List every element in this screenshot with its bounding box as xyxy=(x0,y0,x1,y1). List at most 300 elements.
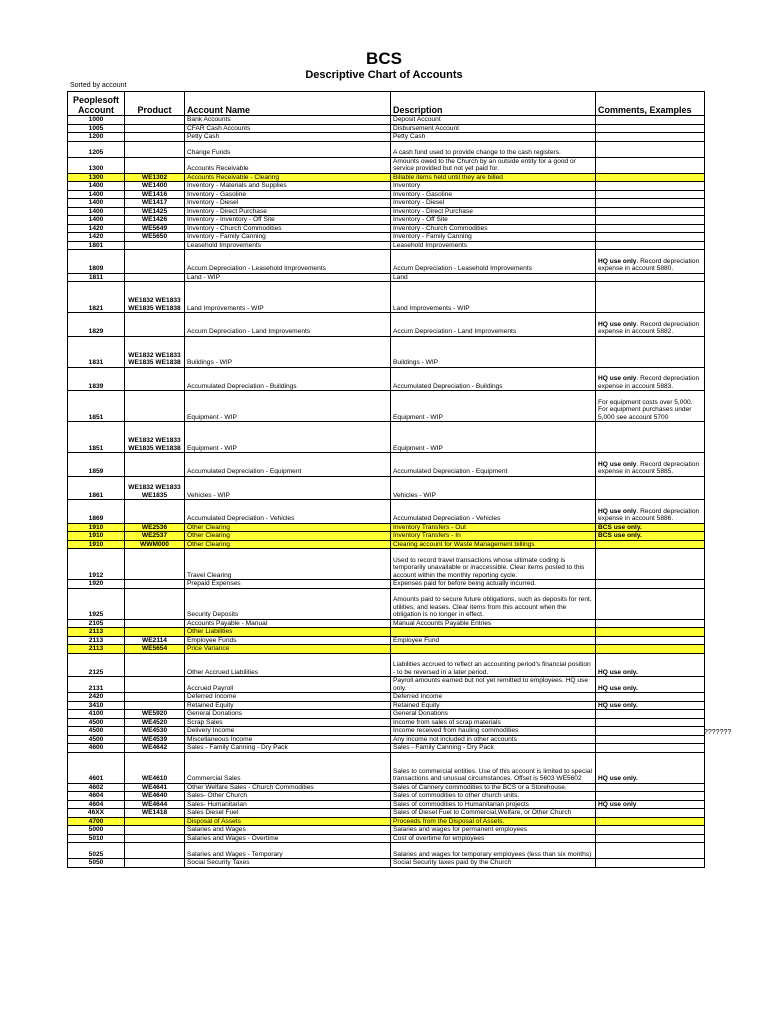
account-cell: 1205 xyxy=(68,141,125,157)
comments-cell xyxy=(596,744,705,753)
table-row xyxy=(68,523,705,532)
comments-cell xyxy=(596,182,705,191)
comments-cell xyxy=(596,173,705,182)
account-cell: 3410 xyxy=(68,701,125,710)
comments-cell xyxy=(596,141,705,157)
product-cell xyxy=(125,453,185,477)
account-name-cell: Security Deposits xyxy=(185,588,391,619)
account-name-cell: Equipment - WIP xyxy=(185,422,391,453)
product-cell xyxy=(125,313,185,337)
product-cell xyxy=(125,367,185,391)
comments-cell xyxy=(596,216,705,225)
table-row xyxy=(68,422,705,453)
table-row xyxy=(68,216,705,225)
account-cell: 1400 xyxy=(68,207,125,216)
chart-of-accounts-table xyxy=(67,91,705,868)
product-cell xyxy=(125,391,185,422)
account-name-cell: Salaries and Wages - Temporary xyxy=(185,843,391,859)
table-row xyxy=(68,173,705,182)
account-name-cell: Accumulated Depreciation - Vehicles xyxy=(185,500,391,524)
product-cell xyxy=(125,580,185,589)
table-row xyxy=(68,645,705,654)
account-name-cell: Buildings - WIP xyxy=(185,336,391,367)
product-cell: WE4530 xyxy=(125,727,185,736)
comments-cell xyxy=(596,500,705,524)
product-cell xyxy=(125,628,185,637)
description-cell: Used to record travel transactions whose ultimate coding is temporarily unavailable or inaccessible. Clear items posted to this account within the monthly reporting cycle. xyxy=(391,549,596,580)
product-cell: WE2537 xyxy=(125,532,185,541)
page-subtitle: Descriptive Chart of Accounts xyxy=(305,69,463,81)
comments-emphasis: BCS use only. xyxy=(598,523,642,531)
description-cell: Income from sales of scrap materials xyxy=(391,718,596,727)
account-cell: 1829 xyxy=(68,313,125,337)
description-cell: Sales to commercial entities. Use of this account is limited to special transactions and unusual circumstances. Offset is 5603 WE5602 xyxy=(391,752,596,783)
account-cell: 5000 xyxy=(68,826,125,835)
product-cell: WE4640 xyxy=(125,792,185,801)
product-cell xyxy=(125,588,185,619)
product-cell: WE1426 xyxy=(125,216,185,225)
account-cell: 1910 xyxy=(68,532,125,541)
product-cell: WE1425 xyxy=(125,207,185,216)
table-row xyxy=(68,859,705,868)
account-name-cell: CFAR Cash Accounts xyxy=(185,124,391,133)
description-cell: Inventory Transfers - In xyxy=(391,532,596,541)
table-row xyxy=(68,800,705,809)
account-name-cell: Deferred Income xyxy=(185,693,391,702)
table-header-row xyxy=(68,92,705,116)
account-name-cell: Bank Accounts xyxy=(185,116,391,125)
comments-cell xyxy=(596,783,705,792)
description-cell: Sales - Family Canning - Dry Pack xyxy=(391,744,596,753)
description-cell: Proceeds from the Disposal of Assets. xyxy=(391,817,596,826)
account-cell: 1420 xyxy=(68,224,125,233)
account-name-cell: Other Accrued Liabilities xyxy=(185,653,391,677)
description-cell: Sales of commodities to Humanitarian projects xyxy=(391,800,596,809)
comments-cell xyxy=(596,588,705,619)
account-cell: 5050 xyxy=(68,859,125,868)
comments-cell xyxy=(596,313,705,337)
product-cell: WE1832 WE1833 WE1835 WE1838 xyxy=(125,336,185,367)
description-cell: Inventory Transfers - Out xyxy=(391,523,596,532)
table-row xyxy=(68,843,705,859)
account-cell: 4602 xyxy=(68,783,125,792)
comments-cell xyxy=(596,653,705,677)
account-cell: 1801 xyxy=(68,241,125,250)
comments-cell xyxy=(596,800,705,809)
comments-cell xyxy=(596,190,705,199)
account-name-cell: Accrued Payroll xyxy=(185,677,391,693)
table-row xyxy=(68,367,705,391)
account-name-cell: Salaries and Wages xyxy=(185,826,391,835)
comments-cell xyxy=(596,826,705,835)
table-row xyxy=(68,453,705,477)
description-cell: Petty Cash xyxy=(391,133,596,142)
comments-cell xyxy=(596,718,705,727)
description-cell xyxy=(391,645,596,654)
product-cell xyxy=(125,677,185,693)
product-cell: WE1418 xyxy=(125,809,185,818)
comments-cell xyxy=(596,792,705,801)
account-name-cell: Inventory - Materials and Supplies xyxy=(185,182,391,191)
description-cell: Inventory - Direct Purchase xyxy=(391,207,596,216)
account-cell: 4100 xyxy=(68,710,125,719)
comments-emphasis: HQ use only. xyxy=(598,668,638,676)
account-name-cell: Sales Diesel Fuel xyxy=(185,809,391,818)
table-row xyxy=(68,233,705,242)
table-row xyxy=(68,809,705,818)
comments-cell xyxy=(596,834,705,843)
table-body xyxy=(68,116,705,868)
comments-cell xyxy=(596,752,705,783)
description-cell: Deferred Income xyxy=(391,693,596,702)
description-cell: Accumulated Depreciation - Vehicles xyxy=(391,500,596,524)
comments-cell xyxy=(596,336,705,367)
table-row xyxy=(68,241,705,250)
comments-emphasis: HQ use only. xyxy=(598,701,638,709)
account-name-cell: General Donations xyxy=(185,710,391,719)
table-row xyxy=(68,116,705,125)
account-cell: 1005 xyxy=(68,124,125,133)
table-row xyxy=(68,693,705,702)
account-name-cell: Accounts Receivable - Clearing xyxy=(185,173,391,182)
account-name-cell: Petty Cash xyxy=(185,133,391,142)
account-name-cell: Salaries and Wages - Overtime xyxy=(185,834,391,843)
description-cell: Disbursement Account xyxy=(391,124,596,133)
account-cell: 1420 xyxy=(68,233,125,242)
product-cell xyxy=(125,619,185,628)
comments-cell xyxy=(596,628,705,637)
product-cell: WE4539 xyxy=(125,735,185,744)
column-header-description: Description xyxy=(391,92,596,116)
account-cell: 1912 xyxy=(68,549,125,580)
description-cell: Salaries and wages for permanent employees xyxy=(391,826,596,835)
account-cell: 1831 xyxy=(68,336,125,367)
comments-cell xyxy=(596,422,705,453)
comments-cell xyxy=(596,124,705,133)
account-name-cell: Other Welfare Sales - Church Commodities xyxy=(185,783,391,792)
description-cell: Inventory xyxy=(391,182,596,191)
account-cell: 1811 xyxy=(68,273,125,282)
description-cell: Expenses paid for before being actually incurred. xyxy=(391,580,596,589)
product-cell: WE4610 xyxy=(125,752,185,783)
account-cell: 4604 xyxy=(68,792,125,801)
product-cell: WE4641 xyxy=(125,783,185,792)
account-name-cell: Inventory - Inventory - Off Site xyxy=(185,216,391,225)
comments-cell xyxy=(596,233,705,242)
account-name-cell: Land Improvements - WIP xyxy=(185,282,391,313)
account-name-cell: Price Variance xyxy=(185,645,391,654)
account-cell: 2113 xyxy=(68,628,125,637)
side-note: ??????? xyxy=(704,729,732,736)
table-row xyxy=(68,628,705,637)
comments-cell xyxy=(596,843,705,859)
comments-text: . Record depreciation expense in account 5882. xyxy=(598,320,700,335)
account-name-cell: Accounts Payable - Manual xyxy=(185,619,391,628)
account-cell: 4500 xyxy=(68,727,125,736)
column-header-comments: Comments, Examples xyxy=(596,92,705,116)
comments-cell xyxy=(596,391,705,422)
account-name-cell: Sales- Other Church xyxy=(185,792,391,801)
account-name-cell: Vehicles - WIP xyxy=(185,476,391,500)
account-name-cell: Inventory - Church Commodities xyxy=(185,224,391,233)
account-name-cell: Land - WIP xyxy=(185,273,391,282)
description-cell: Equipment - WIP xyxy=(391,391,596,422)
table-row xyxy=(68,282,705,313)
account-name-cell: Equipment - WIP xyxy=(185,391,391,422)
product-cell: WE1832 WE1833 WE1835 WE1838 xyxy=(125,422,185,453)
product-cell xyxy=(125,141,185,157)
description-cell: Equipment - WIP xyxy=(391,422,596,453)
table-row xyxy=(68,752,705,783)
account-name-cell: Employee Funds xyxy=(185,636,391,645)
comments-cell xyxy=(596,532,705,541)
comments-cell xyxy=(596,157,705,173)
comments-cell xyxy=(596,817,705,826)
product-cell: WE2536 xyxy=(125,523,185,532)
product-cell: WE1832 WE1833 WE1835 xyxy=(125,476,185,500)
description-cell: Liabilities accrued to reflect an accounting period's financial position - to be reversed in a later period. xyxy=(391,653,596,677)
comments-cell xyxy=(596,693,705,702)
comments-emphasis: BCS use only. xyxy=(598,532,642,539)
product-cell xyxy=(125,124,185,133)
account-name-cell: Commercial Sales xyxy=(185,752,391,783)
account-cell: 2420 xyxy=(68,693,125,702)
comments-emphasis: HQ use only xyxy=(598,257,637,265)
account-cell: 1400 xyxy=(68,216,125,225)
account-name-cell: Leasehold Improvements xyxy=(185,241,391,250)
product-cell xyxy=(125,843,185,859)
comments-text: . Record depreciation expense in account 5880. xyxy=(598,257,700,272)
account-cell: 1809 xyxy=(68,250,125,274)
description-cell: Employee Fund xyxy=(391,636,596,645)
table-row xyxy=(68,190,705,199)
table-row xyxy=(68,313,705,337)
product-cell: WE2114 xyxy=(125,636,185,645)
comments-cell xyxy=(596,809,705,818)
product-cell xyxy=(125,817,185,826)
account-cell: 2113 xyxy=(68,645,125,654)
account-cell: 1910 xyxy=(68,523,125,532)
description-cell: General Donations xyxy=(391,710,596,719)
table-row xyxy=(68,273,705,282)
account-name-cell: Accumulated Depreciation - Equipment xyxy=(185,453,391,477)
account-cell: 1910 xyxy=(68,540,125,549)
description-cell: Retained Equity xyxy=(391,701,596,710)
comments-cell xyxy=(596,645,705,654)
description-cell: Buildings - WIP xyxy=(391,336,596,367)
account-name-cell: Accumulated Depreciation - Buildings xyxy=(185,367,391,391)
comments-emphasis: HQ use only xyxy=(598,375,637,382)
column-header-product: Product xyxy=(125,92,185,116)
account-cell: 1859 xyxy=(68,453,125,477)
product-cell: WE1417 xyxy=(125,199,185,208)
comments-cell xyxy=(596,701,705,710)
account-cell: 1869 xyxy=(68,500,125,524)
account-cell: 5025 xyxy=(68,843,125,859)
table-row xyxy=(68,199,705,208)
description-cell: Manual Accounts Payable Entries xyxy=(391,619,596,628)
product-cell xyxy=(125,157,185,173)
comments-cell xyxy=(596,859,705,868)
description-cell: Inventory - Diesel xyxy=(391,199,596,208)
table-row xyxy=(68,391,705,422)
table-row xyxy=(68,532,705,541)
account-name-cell: Change Funds xyxy=(185,141,391,157)
account-cell: 1851 xyxy=(68,391,125,422)
account-name-cell: Sales- Humanitarian xyxy=(185,800,391,809)
comments-emphasis: HQ use only xyxy=(598,320,637,328)
comments-cell xyxy=(596,273,705,282)
description-cell: Cost of overtime for employees xyxy=(391,834,596,843)
table-row xyxy=(68,718,705,727)
account-cell: 1400 xyxy=(68,182,125,191)
table-row xyxy=(68,476,705,500)
comments-cell xyxy=(596,282,705,313)
account-cell: 2113 xyxy=(68,636,125,645)
comments-emphasis: HQ use only. xyxy=(598,684,638,692)
table-row xyxy=(68,124,705,133)
account-cell: 4600 xyxy=(68,744,125,753)
description-cell: Billable items held until they are billed xyxy=(391,173,596,182)
account-cell: 4500 xyxy=(68,718,125,727)
comments-text: . Record depreciation expense in account 5883. xyxy=(598,375,700,390)
product-cell xyxy=(125,701,185,710)
product-cell: WE1832 WE1833 WE1835 WE1838 xyxy=(125,282,185,313)
account-cell: 1400 xyxy=(68,199,125,208)
account-cell: 1300 xyxy=(68,173,125,182)
description-cell: Sales of commodities to other church units. xyxy=(391,792,596,801)
comments-cell xyxy=(596,367,705,391)
product-cell: WE4642 xyxy=(125,744,185,753)
comments-emphasis: HQ use only xyxy=(598,507,637,515)
table-row xyxy=(68,783,705,792)
description-cell xyxy=(391,628,596,637)
account-name-cell: Other Clearing xyxy=(185,540,391,549)
product-cell: WE5920 xyxy=(125,710,185,719)
account-cell: 1400 xyxy=(68,190,125,199)
product-cell: WE5654 xyxy=(125,645,185,654)
account-name-cell: Accounts Receivable xyxy=(185,157,391,173)
comments-emphasis: HQ use only xyxy=(598,460,637,468)
product-cell xyxy=(125,250,185,274)
product-cell xyxy=(125,859,185,868)
account-cell: 4500 xyxy=(68,735,125,744)
comments-cell xyxy=(596,580,705,589)
table-row xyxy=(68,792,705,801)
table-row xyxy=(68,141,705,157)
description-cell: Land Improvements - WIP xyxy=(391,282,596,313)
comments-cell xyxy=(596,619,705,628)
product-cell: WE4644 xyxy=(125,800,185,809)
comments-cell xyxy=(596,549,705,580)
account-cell: 46XX xyxy=(68,809,125,818)
table-row xyxy=(68,207,705,216)
table-row xyxy=(68,710,705,719)
product-cell xyxy=(125,273,185,282)
product-cell xyxy=(125,133,185,142)
product-cell xyxy=(125,693,185,702)
column-header-account: Peoplesoft Account xyxy=(68,92,125,116)
comments-cell xyxy=(596,727,705,736)
comments-cell xyxy=(596,636,705,645)
comments-cell xyxy=(596,207,705,216)
account-name-cell: Other Liabilities xyxy=(185,628,391,637)
account-name-cell: Accum Depreciation - Leasehold Improvements xyxy=(185,250,391,274)
table-row xyxy=(68,224,705,233)
description-cell: Inventory - Off Site xyxy=(391,216,596,225)
column-header-account-name: Account Name xyxy=(185,92,391,116)
product-cell: WE1400 xyxy=(125,182,185,191)
account-name-cell: Other Clearing xyxy=(185,523,391,532)
account-cell: 2131 xyxy=(68,677,125,693)
comments-cell xyxy=(596,476,705,500)
comments-cell xyxy=(596,710,705,719)
table-row xyxy=(68,500,705,524)
description-cell: Inventory - Family Canning xyxy=(391,233,596,242)
comments-emphasis: HQ use only. xyxy=(598,775,638,782)
product-cell: WE4520 xyxy=(125,718,185,727)
description-cell: A cash fund used to provide change to the cash registers. xyxy=(391,141,596,157)
table-row xyxy=(68,735,705,744)
description-cell: Deposit Account xyxy=(391,116,596,125)
account-cell: 1925 xyxy=(68,588,125,619)
account-cell: 4700 xyxy=(68,817,125,826)
product-cell xyxy=(125,241,185,250)
table-row xyxy=(68,701,705,710)
account-cell: 1839 xyxy=(68,367,125,391)
table-row xyxy=(68,677,705,693)
table-row xyxy=(68,619,705,628)
table-row xyxy=(68,817,705,826)
account-name-cell: Disposal of Assets xyxy=(185,817,391,826)
account-name-cell: Other Clearing xyxy=(185,532,391,541)
account-name-cell: Miscellaneous Income xyxy=(185,735,391,744)
description-cell: Land xyxy=(391,273,596,282)
comments-cell xyxy=(596,250,705,274)
account-name-cell: Scrap Sales xyxy=(185,718,391,727)
account-name-cell: Inventory - Family Canning xyxy=(185,233,391,242)
description-cell: Inventory - Gasoline xyxy=(391,190,596,199)
product-cell: WE1416 xyxy=(125,190,185,199)
table-row xyxy=(68,727,705,736)
account-name-cell: Delivery Income xyxy=(185,727,391,736)
comments-cell xyxy=(596,453,705,477)
sorted-note: Sorted by account xyxy=(70,82,127,89)
comments-cell xyxy=(596,241,705,250)
description-cell: Sales of Cannery commodities to the BCS or a Storehouse. xyxy=(391,783,596,792)
description-cell: Social Security taxes paid by the Church xyxy=(391,859,596,868)
description-cell: Payroll amounts earned but not yet remitted to employees. HQ use only. xyxy=(391,677,596,693)
product-cell xyxy=(125,653,185,677)
description-cell: Amounts owed to the Church by an outside entity for a good or service provided but not yet paid for. xyxy=(391,157,596,173)
page-title: BCS xyxy=(366,49,402,68)
table-row xyxy=(68,826,705,835)
comments-cell xyxy=(596,133,705,142)
account-cell: 1200 xyxy=(68,133,125,142)
account-cell: 4601 xyxy=(68,752,125,783)
table-row xyxy=(68,182,705,191)
description-cell: Clearing account for Waste Management billings xyxy=(391,540,596,549)
description-cell: Leasehold Improvements xyxy=(391,241,596,250)
description-cell: Accum Depreciation - Land Improvements xyxy=(391,313,596,337)
comments-cell xyxy=(596,116,705,125)
table-row xyxy=(68,744,705,753)
account-cell: 1920 xyxy=(68,580,125,589)
account-name-cell: Prepaid Expenses xyxy=(185,580,391,589)
table-row xyxy=(68,580,705,589)
account-name-cell: Sales - Family Canning - Dry Pack xyxy=(185,744,391,753)
description-cell: Accumulated Depreciation - Buildings xyxy=(391,367,596,391)
